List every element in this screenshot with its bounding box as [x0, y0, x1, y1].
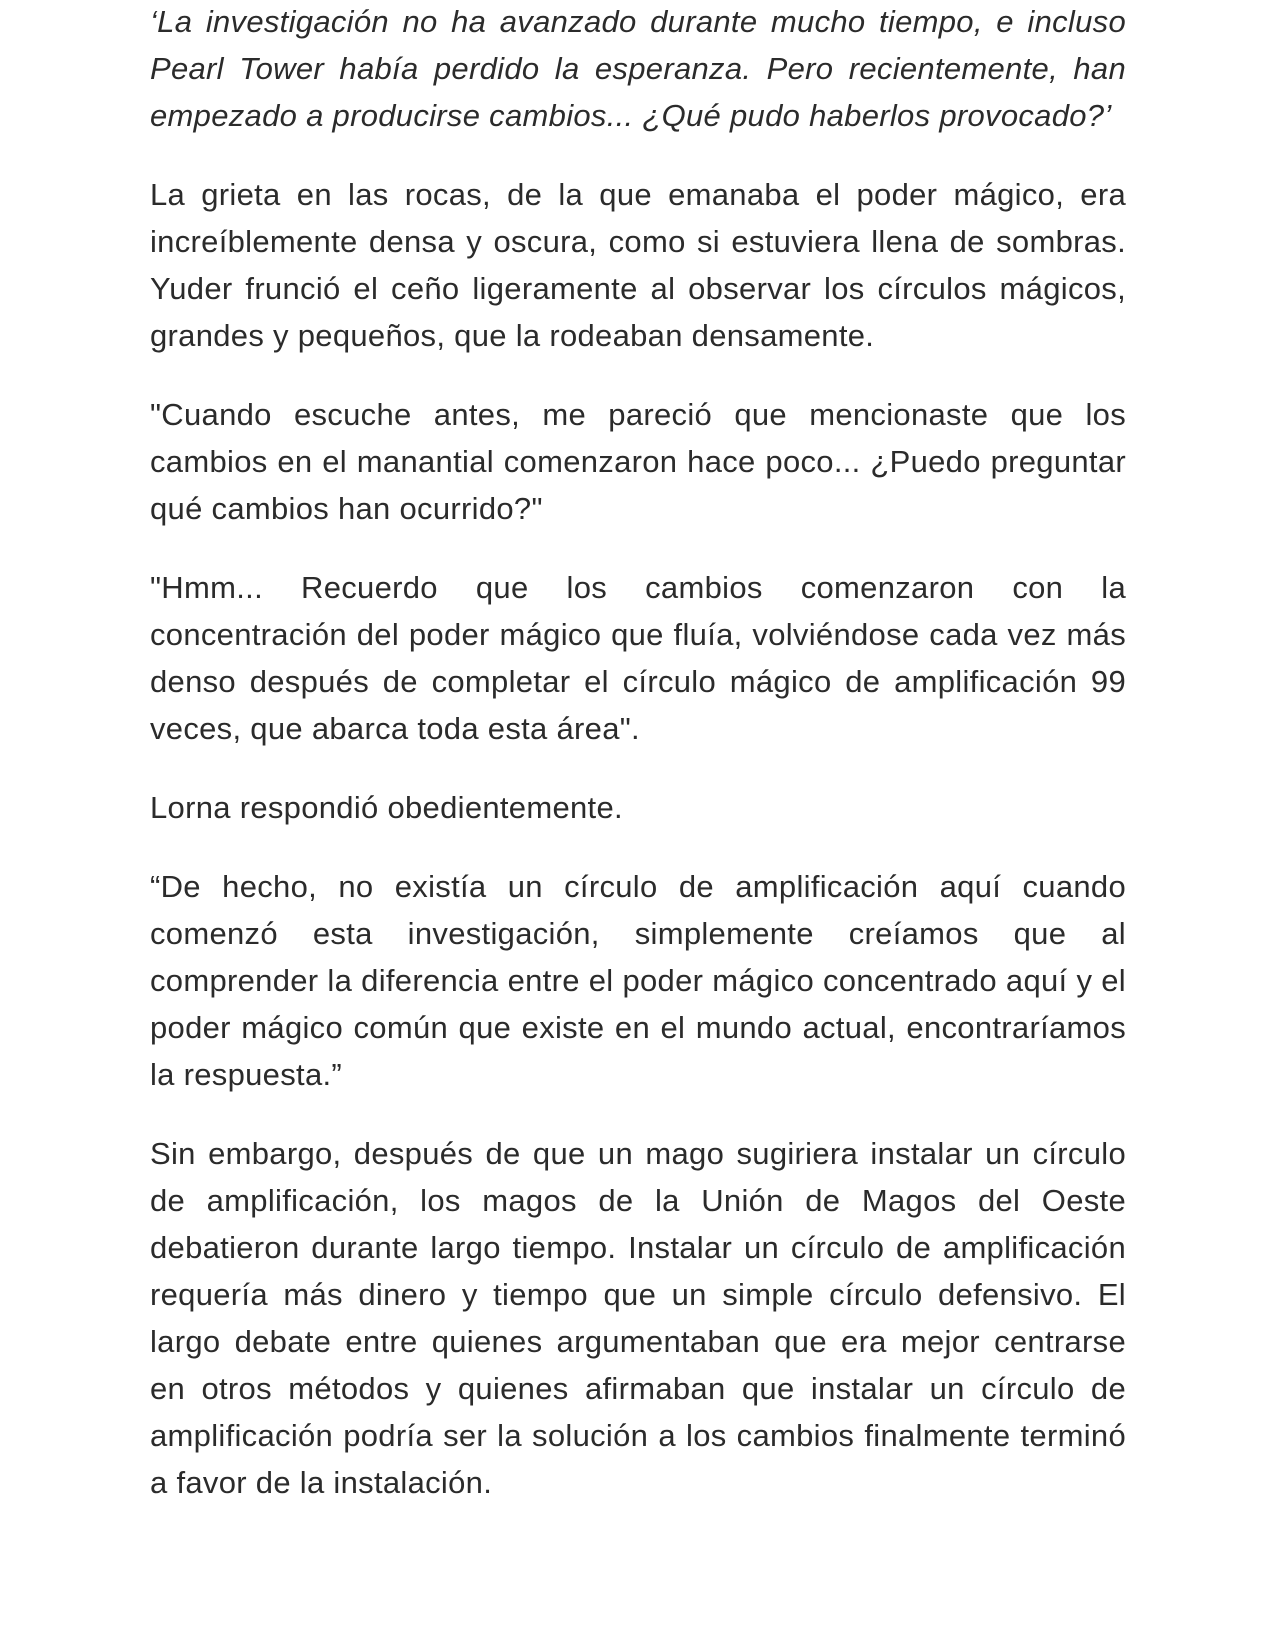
paragraph-dialogue: "Cuando escuche antes, me pareció que mencionaste que los cambios en el manantial comenzaron hace poco... ¿Puedo preguntar qué cambios han ocurrido?": [150, 397, 1126, 526]
paragraph-dialogue: “De hecho, no existía un círculo de amplificación aquí cuando comenzó esta investigación, simplemente creíamos que al comprender la diferencia entre el poder mágico concentrado aquí y el poder mágico común que existe en el mundo actual, encontraríamos la respuesta.”: [150, 869, 1126, 1092]
paragraph: Sin embargo, después de que un mago sugiriera instalar un círculo de amplificación, los magos de la Unión de Magos del Oeste debatieron durante largo tiempo. Instalar un círculo de amplificación requería más dinero y tiempo que un simple círculo defensivo. El largo debate entre quienes argumentaban que era mejor centrarse en otros métodos y quienes afirmaban que instalar un círculo de amplificación podría ser la solución a los cambios finalmente terminó a favor de la instalación.: [150, 1136, 1126, 1500]
paragraph-dialogue: "Hmm... Recuerdo que los cambios comenzaron con la concentración del poder mágico que fluía, volviéndose cada vez más denso después de completar el círculo mágico de amplificación 99 veces, que abarca toda esta área".: [150, 570, 1126, 746]
paragraph: La grieta en las rocas, de la que emanaba el poder mágico, era increíblemente densa y oscura, como si estuviera llena de sombras. Yuder frunció el ceño ligeramente al observar los círculos mágicos, grandes y pequeños, que la rodeaban densamente.: [150, 177, 1126, 353]
paragraph-italic-thought: ‘La investigación no ha avanzado durante mucho tiempo, e incluso Pearl Tower había perdido la esperanza. Pero recientemente, han empezado a producirse cambios... ¿Qué pudo haberlos provocado?’: [150, 4, 1126, 133]
paragraph: Lorna respondió obedientemente.: [150, 790, 623, 825]
document-page: [150, 0, 1126, 1538]
